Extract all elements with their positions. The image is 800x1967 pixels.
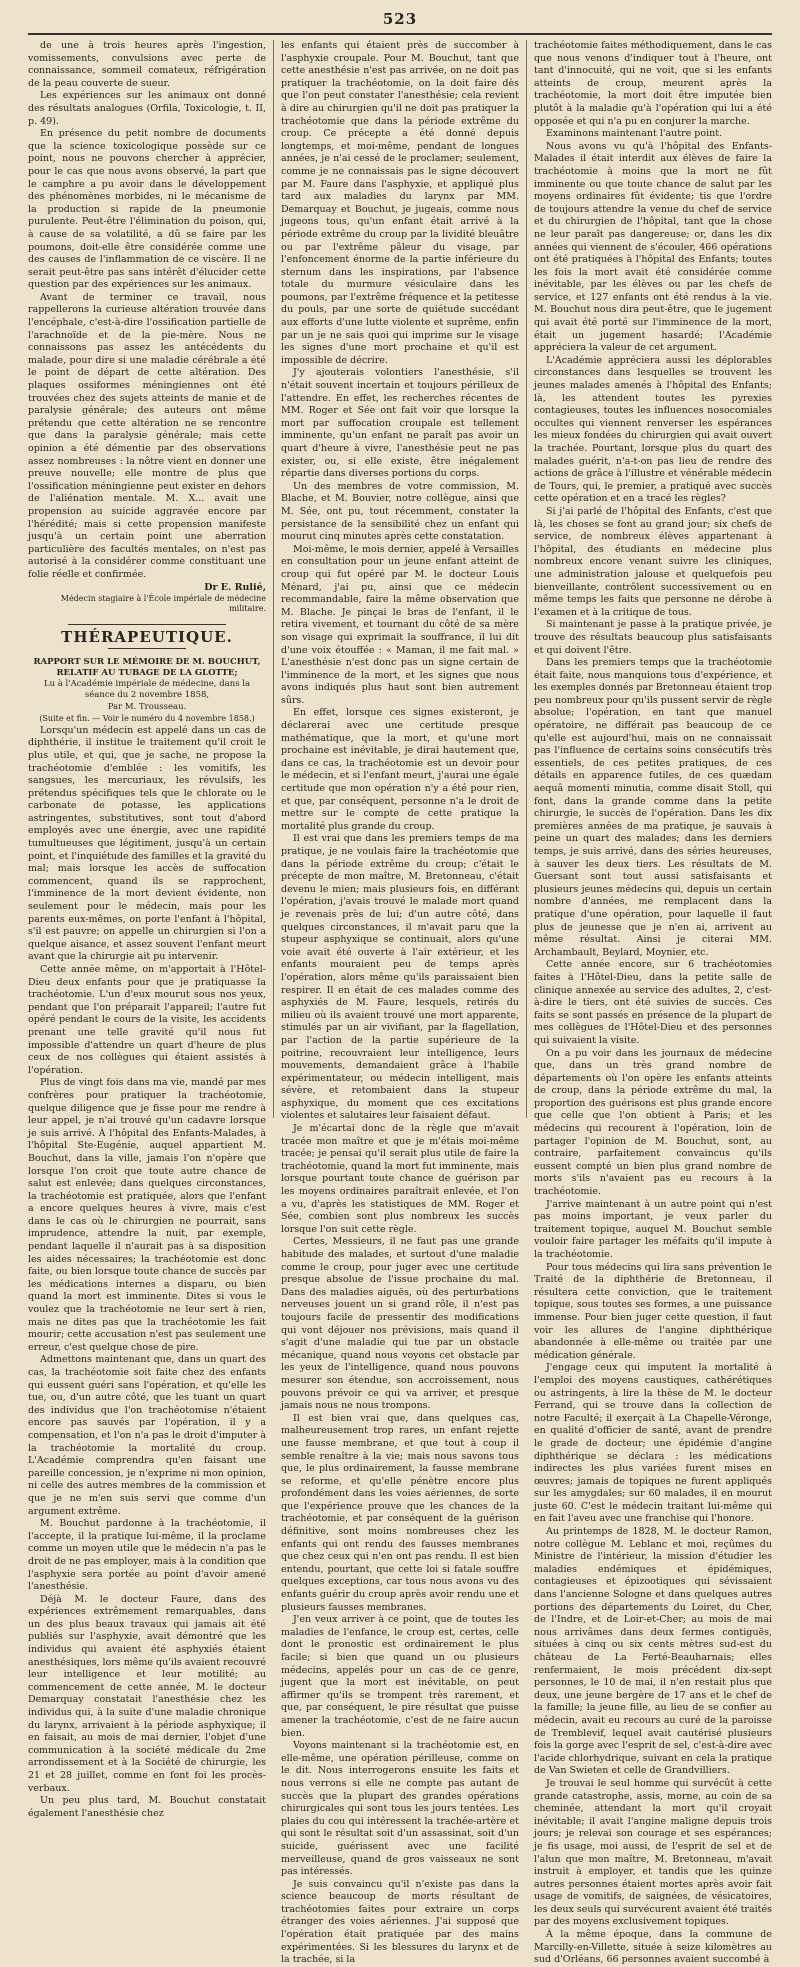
section-rule <box>108 648 186 649</box>
column-3 <box>534 40 772 1966</box>
paragraph: Dans les premiers temps que la trachéotomie était faite, nous manquions tous d'expérience, et les exemples donnés par Bretonneau étaient trop peu nombreux pour qu'ils pussent servir de règle absolue; l'opération, en tant que manuel opératoire, ne différait pas beaucoup de ce qu'elle est aujourd'hui, mais on ne connaissait pas l'influence de certains soins consécutifs très essentiels, de ces petites pratiques, de ces détails en apparence futiles, de ces quædam aequâ momenti minutia, comme disait Stoll, qui font, dans la grande comme dans la petite chirurgie, le succès de l'opération. Dans les dix premières années de ma pratique, je sauvais à peine un quart des malades; dans les derniers temps, je suis arrivé, dans des séries heureuses, à sauver les deux tiers. Les résultats de M. Guersant sont tout aussi satisfaisants et plusieurs jeunes médecins qui, depuis un certain nombre d'années, me remplacent dans la pratique d'une opération, pour laquelle il faut plus de jeunesse que je n'en ai, arrivent au même résultat. Ainsi je citerai MM. Archambault, Beylard, Moynier, etc. <box>534 657 772 958</box>
page-number: 523 <box>382 10 418 28</box>
paragraph: les enfants qui étaient près de succomber à l'asphyxie croupale. Pour M. Bouchut, tant que cette anesthésie n'est pas arrivée, on ne doit pas pratiquer la trachéotomie, on la doit faire dès que l'on peut constater l'anesthésie; cela revient à dire au chirurgien qu'il ne doit pas pratiquer la trachéotomie que dans la période extrême du croup. Ce précepte a été donné depuis longtemps, et moi-même, pendant de longues années, je n'ai cessé de le proclamer; seulement, comme je ne connaissais pas le signe découvert par M. Faure dans l'asphyxie, et appliqué plus tard aux maladies du larynx par MM. Demarquay et Bouchut, je jugeais, comme nous jugeons tous, qu'un enfant était arrivé à la période extrême du croup par la lividité bleuâtre ou par l'extrême pâleur du visage, par l'enfoncement énorme de la partie inférieure du sternum dans les inspirations, par l'absence totale du murmure vésiculaire dans les poumons, par l'extrême fréquence et la petitesse du pouls, par une sorte de quiétude succédant aux efforts d'une lutte violente et suprême, enfin par un je ne sais quoi qui imprime sur le visage les signes d'une mort prochaine et qu'il est impossible de décrire. <box>281 40 519 366</box>
paragraph: J'y ajouterais volontiers l'anesthésie, s'il n'était souvent incertain et toujours périlleux de l'attendre. En effet, les recherches récentes de MM. Roger et Sée ont fait voir que lorsque la mort par suffocation croupale est tellement imminente, qu'un enfant ne paraît pas avoir un quart d'heure à vivre, l'anesthésie peut ne pas exister, ou, si elle existe, être inégalement répartie dans diverses portions du corps. <box>281 367 519 480</box>
paragraph: M. Bouchut pardonne à la trachéotomie, il l'accepte, il la pratique lui-même, il la proclame comme un moyen utile que le médecin n'a pas le droit de ne pas employer, mais à la condition que l'asphyxie sera portée au point d'avoir amené l'anesthésie. <box>28 1518 266 1593</box>
paragraph: Je suis convaincu qu'il n'existe pas dans la science beaucoup de morts résultant de trachéotomies faites pour extraire un corps étranger des voies aériennes. J'ai supposé que l'opération était pratiquée par des mains expérimentées. Si les blessures du larynx et de la trachée, si la <box>281 1878 519 1966</box>
paragraph: Certes, Messieurs, il ne faut pas une grande habitude des malades, et surtout d'une maladie comme le croup, pour juger avec une certitude presque absolue de l'issue prochaine du mal. Dans des maladies aiguës, où des perturbations nerveuses jouent un si grand rôle, il n'est pas toujours facile de pressentir des modifications qui vont déjouer nos prévisions, mais quand il s'agit d'une maladie qui tue par un obstacle mécanique, quand nous voyons cet obstacle par les yeux de l'intelligence, quand nous pouvons mesurer son étendue, son accroissement, nous pouvons prévoir ce qui va arriver, et presque jamais nous ne nous trompons. <box>281 1236 519 1412</box>
section-rule <box>68 624 226 625</box>
paragraph: Nous avons vu qu'à l'hôpital des Enfants-Malades il était interdit aux élèves de faire la trachéotomie à moins que la mort ne fût imminente ou que toute chance de salut par les moyens ordinaires fût évidente; tis que l'ordre de toujours attendre la venue du chef de service et du chirurgien de l'hôpital, tant que la chose ne leur paraît pas dangereuse; or, dans les dix années qui viennent de s'écouler, 466 opérations ont été pratiquées à l'hôpital des Enfants; toutes les fois la mort avait été considérée comme inévitable, par les élèves ou par les chefs de service, et 127 enfants ont été rendus à la vie. M. Bouchut nous dira peut-être, que le jugement qui avait été porté sur l'imminence de la mort, était un jugement hasardé; l'Académie appréciera la valeur de cet argument. <box>534 140 772 354</box>
author-affiliation: Médecin stagiaire à l'École impériale de médecine militaire. <box>60 594 266 614</box>
paragraph: Voyons maintenant si la trachéotomie est, en elle-même, une opération périlleuse, comme on le dit. Nous interrogerons ensuite les faits et nous verrons si elle ne compte pas autant de succès que la plupart des grandes opérations chirurgicales qui sont tous les jours tentées. Les plaies du cou qui intéressent la trachée-artère et qui sont le résultat soit d'un assassinat, soit d'un suicide, guérissent avec une facilité merveilleuse, quand de gros vaisseaux ne sont pas intéressés. <box>281 1740 519 1878</box>
paragraph: Un peu plus tard, M. Bouchut constatait également l'anesthésie chez <box>28 1795 266 1819</box>
paragraph: Au printemps de 1828, M. le docteur Ramon, notre collègue M. Leblanc et moi, reçûmes du Ministre de l'intérieur, la mission d'étudier les maladies endémiques et épidémiques, contagieuses et épizootiques qui sévissaient dans l'ancienne Sologne et dans quelques autres portions des départements du Loiret, du Cher, de l'Indre, et de Loir-et-Cher; au mois de mai nous arrivâmes dans deux fermes contiguës, situées à cinq ou six cents mètres sud-est du château de La Ferté-Beauharnais; elles renfermaient, le mois précédent dix-sept personnes, le 10 de mai, il n'en restait plus que deux, une jeune bergère de 17 ans et le chef de la famille; la jeune fille, au lieu de se confier au médecin, avait eu recours au curé de la paroisse de Tremblevif, lequel avait cautérisé plusieurs fois la gorge avec l'esprit de sel, c'est-à-dire avec l'acide chlorhydrique, suivant en cela la pratique de Van Swieten et celle de Grandvilliers. <box>534 1526 772 1777</box>
paragraph: Moi-même, le mois dernier, appelé à Versailles en consultation pour un jeune enfant atteint de croup qui fut opéré par M. le docteur Louis Ménard, j'ai pu, ainsi que ce médecin recommandable, faire la même observation que M. Blache. Je pinçai le bras de l'enfant, il le retira vivement, et tournant du côté de sa mère son visage qui exprimait la souffrance, il lui dit d'une voix étouffée : « Maman, il me fait mal. » L'anesthésie n'est donc pas un signe certain de l'imminence de la mort, et les signes que nous avons indiqués plus haut sont bien autrement sûrs. <box>281 543 519 706</box>
article-title: RAPPORT SUR LE MÉMOIRE DE M. BOUCHUT, RELATIF AU TUBAGE DE LA GLOTTE; <box>33 656 261 678</box>
paragraph: Un des membres de votre commission, M. Blache, et M. Bouvier, notre collègue, ainsi que M. Sée, ont pu, tout récemment, constater la persistance de la sensibilité chez un enfant qui mourut cinq minutes après cette constatation. <box>281 480 519 543</box>
section-heading: THÉRAPEUTIQUE. <box>61 628 233 647</box>
paragraph: Cette année même, on m'apportait à l'Hôtel-Dieu deux enfants pour que je pratiquasse la trachéotomie. L'un d'eux mourut sous nos yeux, pendant que l'on préparait l'appareil; l'autre fut opéré pendant le cours de la visite, les accidents prenant une telle gravité qu'il nous fut impossible d'attendre un quart d'heure de plus ceux de nos collègues qui étaient assistés à l'opération. <box>28 964 266 1076</box>
column-1 <box>28 40 266 1819</box>
paragraph: Lorsqu'un médecin est appelé dans un cas de diphthérie, il institue le traitement qu'il croit le plus utile, et qui, que je sache, ne propose la trachéotomie d'emblée : les vomitifs, les sangsues, les mercuriaux, les révulsifs, les prétendus spécifiques tels que le chlorate ou le carbonate de potasse, les applications astringentes, substitutives, sont tout d'abord employés avec une énergie, avec une rapidité tumultueuses que légitiment, jusqu'à un certain point, et l'inquiétude des familles et la gravité du mal; mais lorsque les accès de suffocation commencent, quand ils se rapprochent, l'imminence de la mort devient évidente, non seulement pour le médecin, mais pour les parents eux-mêmes, on porte l'enfant à l'hôpital, s'il est pauvre; on appelle un chirurgien si l'on a quelque aisance, et assez souvent l'enfant meurt avant que la chirurgie ait pu intervenir. <box>28 724 266 963</box>
paragraph: En effet, lorsque ces signes existeront, je déclarerai avec une certitude presque mathématique, que la mort, et qu'une mort prochaine est inévitable, je dirai hautement que, dans ce cas, la trachéotomie est un devoir pour le médecin, et si l'enfant meurt, j'aurai une égale certitude que mon opération n'y a été pour rien, et que, par conséquent, personne n'a le droit de mettre sur le compte de cette pratique la mortalité plus grande du croup. <box>281 707 519 832</box>
article-continuation-note: (Suite et fin. — Voir le numéro du 4 novembre 1858.) <box>39 713 255 723</box>
paragraph: Si maintenant je passe à la pratique privée, je trouve des résultats beaucoup plus satisfaisants et qui doivent l'être. <box>534 619 772 656</box>
paragraph: Je trouvai le seul homme qui survécût à cette grande catastrophe, assis, morne, au coin de sa cheminée, attendant la mort qu'il croyait inévitable; il avait l'angine maligne depuis trois jours; je relevai son courage et ses espérances; je fis usage, moi aussi, de l'esprit de sel et de l'alun que mon maître, M. Bretonneau, m'avait instruit à employer, et tandis que les quinze autres personnes étaient mortes après avoir fait usage de vomitifs, de saignées, de vésicatoires, les deux seuls qui survécurent avaient été traités par des moyens exclusivement topiques. <box>534 1777 772 1928</box>
paragraph: Je m'écartai donc de la règle que m'avait tracée mon maître et que je m'étais moi-même tracée; je pensai qu'il serait plus utile de faire la trachéotomie, quand la mort fut imminente, mais lorsque pourtant toute chance de guérison par les moyens ordinaires paraîtrait enlevée, et l'on a vu, d'après les statistiques de MM. Roger et Sée, combien sont plus nombreux les succès lorsque l'on suit cette règle. <box>281 1123 519 1235</box>
paragraph: En présence du petit nombre de documents que la science toxicologique possède sur ce point, nous ne pouvons chercher à apprécier, pour le cas que nous avons observé, la part que le camphre a pu avoir dans le développement des phénomènes morbides, ni le mécanisme de la production si rapide de la pneumonie purulente. Peut-être l'élimination du poison, qui, à cause de sa volatilité, a dû se faire par les poumons, doit-elle être considérée comme une des causes de l'inflammation de ce viscère. Il ne serait peut-être pas sans intérêt d'élucider cette question par des expériences sur les animaux. <box>28 128 266 291</box>
paragraph: J'arrive maintenant à un autre point qui n'est pas moins important, je veux parler du traitement topique, auquel M. Bouchut semble vouloir faire partager les méfaits qu'il impute à la trachéotomie. <box>534 1198 772 1260</box>
column-2 <box>281 40 519 1966</box>
paragraph: J'en veux arriver à ce point, que de toutes les maladies de l'enfance, le croup est, certes, celle dont le pronostic est ordinairement le plus facile; si bien que quand un ou plusieurs médecins, appelés pour un cas de ce genre, jugent que la mort est inévitable, on peut affirmer qu'ils se trompent très rarement, et que, par conséquent, le pire résultat que puisse amener la trachéotomie, c'est de ne faire aucun bien. <box>281 1614 519 1739</box>
article-subtitle: Lu à l'Académie impériale de médecine, dans la séance du 2 novembre 1858, <box>43 678 251 700</box>
paragraph: Admettons maintenant que, dans un quart des cas, la trachéotomie soit faite chez des enfants qui eussent guéri sans l'opération, et qu'elle les tue, ou, d'un autre côté, que les tuant un quart des individus que l'on trachéotomise n'étaient encore pas sauvés par l'opération, il y a compensation, et l'on n'a pas le droit d'imputer à la trachéotomie la mortalité du croup. L'Académie comprendra qu'en faisant une pareille concession, je n'exprime ni mon opinion, ni celle des autres membres de la commission et que je ne m'en suis servi que comme d'un argument extrême. <box>28 1354 266 1517</box>
paragraph: L'Académie appréciera aussi les déplorables circonstances dans lesquelles se trouvent les jeunes malades amenés à l'hôpital des Enfants; là, les attendent toutes les pyrexies contagieuses, toutes les influences nosocomiales occultes qui viennent renverser les espérances les mieux fondées du chirurgien qui avait ouvert la trachée. Pourtant, lorsque plus du quart des malades guérit, n'a-t-on pas lieu de rendre des actions de grâce à l'illustre et vénérable médecin de Tours, qui, le premier, a pratiqué avec succès cette opération et en a tracé les règles? <box>534 354 772 505</box>
paragraph: Examinons maintenant l'autre point. <box>546 128 723 140</box>
paragraph: Déjà M. le docteur Faure, dans des expériences extrêmement remarquables, dans un des plus beaux travaux qui jamais ait été publiés sur l'asphyxie, avait démontré que les individus qui avaient été asphyxiés étaient anesthésiques, lors même qu'ils avaient recouvré leur intelligence et leur motilité; au commencement de cette année, M. le docteur Demarquay constatait l'anesthésie chez les individus qui, à la suite d'une maladie chronique du larynx, arrivaient à la période asphyxique; il en faisait, au mois de mai dernier, l'objet d'une communication à la société médicale du 2me arrondissement et à la Société de chirurgie, les 21 et 28 juillet, comme en font foi les procès-verbaux. <box>28 1593 266 1794</box>
paragraph: Cette année encore, sur 6 trachéotomies faites à l'Hôtel-Dieu, dans la petite salle de clinique annexée au service des adultes, 2, c'est-à-dire le tiers, ont été suivies de succès. Ces faits se sont passés en présence de la plupart de mes collègues de l'Hôtel-Dieu et des personnes qui suivaient la visite. <box>534 959 772 1046</box>
paragraph: Il est vrai que dans les premiers temps de ma pratique, je ne voulais faire la trachéotomie que dans la période extrême du croup; c'était le précepte de mon maître, M. Bretonneau, c'était devenu le mien; mais plusieurs fois, en différant l'opération, j'avais trouvé le malade mort quand je revenais près de lui; d'un autre côté, dans quelques circonstances, il m'avait paru que la stupeur asphyxique se continuait, alors qu'une voie avait été ouverte à l'air extérieur, et les enfants mouraient peu de temps après l'opération, alors même qu'ils paraissaient bien respirer. Il en était de ces malades comme des asphyxiés de M. Faure, lesquels, retirés du milieu où ils avaient trouvé une mort apparente, stimulés par un air vivifiant, par la flagellation, par l'action de la partie supérieure de la poitrine, recouvraient leur intelligence, leurs mouvements, demandaient grâce à l'habile expérimentateur, ou médecin intelligent, mais sévère, et retombaient dans la stupeur asphyxique, du moment que ces excitations violentes et salutaires leur faisaient défaut. <box>281 833 519 1122</box>
column-divider <box>273 40 274 1118</box>
paragraph: Avant de terminer ce travail, nous rappellerons la curieuse altération trouvée dans l'encéphale, c'est-à-dire l'ossification partielle de l'arachnoïde et de la pie-mère. Nous ne connaissons pas assez les antécédents du malade, pour dire si une maladie cérébrale a été le point de départ de cette altération. Des plaques ossiformes méningiennes ont été trouvées chez des sujets atteints de manie et de paralysie générale; des auteurs ont même prétendu que cette altération ne se rencontre que dans la paralysie générale; mais cette opinion a été démentie par des observations assez nombreuses : la nôtre vient en donner une preuve nouvelle; elle montre de plus que l'ossification méningienne peut exister en dehors de l'aliénation mentale. M. X... avait une propension au suicide aggravée encore par l'hérédité; mais si cette propension manifeste jusqu'à un certain point une aberration particulière des facultés mentales, on n'est pas autorisé à la considérer comme constituant une folie réelle et confirmée. <box>28 291 266 580</box>
paragraph: On a pu voir dans les journaux de médecine que, dans un très grand nombre de départements où l'on opère les enfants atteints de croup, dans la période extrême du mal, la proportion des guérisons est plus grande encore que celle que l'on obtient à Paris; et les médecins qui recourent à l'opération, loin de partager l'opinion de M. Bouchut, sont, au contraire, parfaitement convaincus qu'ils eussent compté un bien plus grand nombre de morts s'ils n'avaient pas eu recours à la trachéotomie. <box>534 1047 772 1198</box>
header-rule <box>28 33 772 35</box>
paragraph: Plus de vingt fois dans ma vie, mandé par mes confrères pour pratiquer la trachéotomie, quelque diligence que je fisse pour me rendre à leur appel, je n'ai trouvé qu'un cadavre lorsque je suis arrivé. À l'hôpital des Enfants-Malades, à l'hôpital Ste-Eugénie, auquel appartient M. Bouchut, dans la ville, jamais l'on n'opère que lorsque l'on croit que toute autre chance de salut est enlevée; dans quelques circonstances, la trachéotomie est pratiquée, alors que l'enfant a encore quelques heures à vivre, mais c'est dans le cas où le chirurgien ne pourrait, sans imprudence, attendre la nuit, par exemple, pendant laquelle il n'aurait pas à sa disposition les aides nécessaires; la trachéotomie est donc faite, ou bien lorsque toute chance de succès par les médications internes a disparu, ou bien quand la mort est imminente. Dites si vous le voulez que la trachéotomie ne leur sert à rien, mais ne dites pas que la trachéotomie les fait mourir; cette accusation n'est pas seulement une erreur, c'est quelque chose de pire. <box>28 1077 266 1353</box>
paragraph: de une à trois heures après l'ingestion, vomissements, convulsions avec perte de connaissance, sommeil comateux, réfrigération de la peau couverte de sueur. <box>28 40 266 89</box>
paragraph: Si j'ai parlé de l'hôpital des Enfants, c'est que là, les choses se font au grand jour; six chefs de service, de nombreux élèves appartenant à l'hôpital, des étudiants en médecine plus nombreux encore venant suivre les cliniques, une administration jalouse et quelquefois peu bienveillante, contrôlent successivement ou en même temps les faits que personne ne dérobe à l'examen et à la critique de tous. <box>534 505 772 618</box>
article-author: Par M. Trousseau. <box>107 701 187 712</box>
paragraph: trachéotomie faites méthodiquement, dans le cas que nous venons d'indiquer tout à l'heure, ont tant d'innocuité, qui ne voit, que si les enfants atteints de croup, meurent après la trachéotomie, la mort doit être imputée bien plutôt à la maladie qu'à l'opération qui lui a été opposée et qui n'a pu en conjurer la marche. <box>534 40 772 127</box>
paragraph: Les expériences sur les animaux ont donné des résultats analogues (Orfila, Toxicologie, t. II, p. 49). <box>28 90 266 127</box>
author-signature: Dr E. Rulié, <box>204 581 266 593</box>
paragraph: Il est bien vrai que, dans quelques cas, malheureusement trop rares, un enfant rejette une fausse membrane, et que tout à coup il semble renaître à la vie; mais nous savons tous que, le plus ordinairement, la fausse membrane se reforme, et qu'elle pénètre encore plus profondément dans les voies aériennes, de sorte que l'expérience prouve que les chances de la trachéotomie, et par conséquent de la guérison définitive, sont moins nombreuses chez les enfants qui ont rendu des fausses membranes que chez ceux qui n'en ont pas rendu. Il est bien entendu, pourtant, que cette loi si fatale souffre quelques exceptions, car tous nous avons vu des enfants guérir du croup après avoir rendu une et plusieurs fausses membranes. <box>281 1412 519 1613</box>
paragraph: À la même époque, dans la commune de Marcilly-en-Villette, située à seize kilomètres au sud d'Orléans, 66 personnes avaient succombé à <box>534 1929 772 1966</box>
paragraph: J'engage ceux qui imputent la mortalité à l'emploi des moyens caustiques, cathérétiques ou astringents, à lire la thèse de M. le docteur Ferrand, qui se trouve dans la collection de notre Faculté; il exerçait à La Chapelle-Véronge, en qualité d'officier de santé, avant de prendre le grade de docteur; une épidémie d'angine diphthérique se déclara : les médications indirectes les plus variées furent mises en œuvres; jamais de topiques ne furent appliqués sur les amygdales; sur 60 malades, il en mourut juste 60. C'est le médecin traitant lui-même qui en fait l'aveu avec une franchise qui l'honore. <box>534 1362 772 1525</box>
paragraph: Pour tous médecins qui lira sans prévention le Traité de la diphthérie de Bretonneau, il résultera cette conviction, que le traitement topique, sous toutes ses formes, a une puissance immense. Pour bien juger cette question, il faut voir les allures de l'angine diphthérique abandonnée à elle-même ou traitée par une médication générale. <box>534 1261 772 1361</box>
column-divider <box>526 40 527 1118</box>
